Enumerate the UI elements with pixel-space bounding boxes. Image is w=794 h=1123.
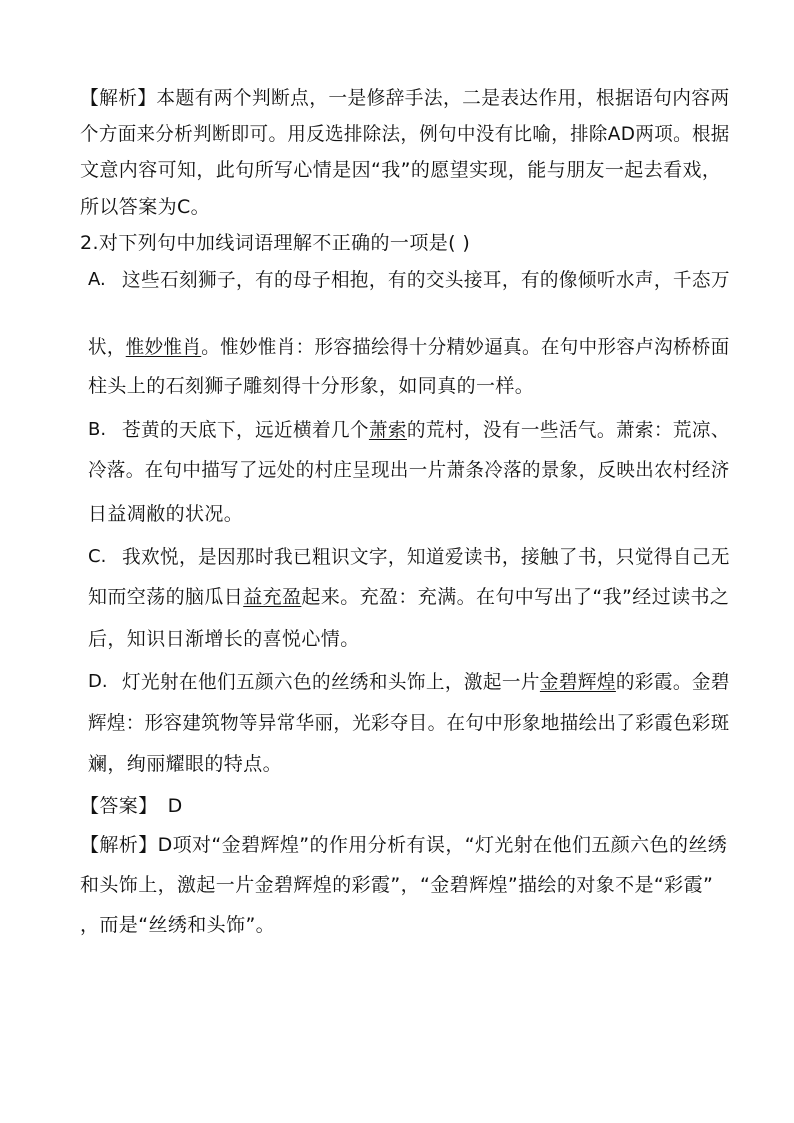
option-c-line-3: 后，知识日渐增长的喜悦心情。 — [88, 628, 360, 650]
option-b-line-1: 苍黄的天底下，远近横着几个萧索的荒村，没有一些活气。萧索：荒凉、 — [122, 419, 730, 441]
analysis-1-line-1: 【解析】本题有两个判断点，一是修辞手法，二是表达作用，根据语句内容两 — [80, 87, 730, 109]
analysis-2-line-1: 【解析】D项对“金碧辉煌”的作用分析有误，“灯光射在他们五颜六色的丝绣 — [80, 834, 728, 856]
option-d-letter: D. — [88, 671, 108, 692]
option-a-letter: A. — [88, 269, 106, 290]
answer-line — [80, 794, 183, 818]
option-c-letter: C. — [88, 546, 107, 567]
option-d-line-2: 辉煌：形容建筑物等异常华丽，光彩夺目。在句中形象地描绘出了彩霞色彩斑 — [88, 712, 730, 734]
underlined-term: 萧索 — [368, 419, 407, 441]
analysis-2-line-2: 和头饰上，激起一片金碧辉煌的彩霞”，“金碧辉煌”描绘的对象不是“彩霞” — [80, 874, 714, 896]
underlined-term: 金碧辉煌 — [539, 671, 616, 693]
analysis-1-line-4: 所以答案为C。 — [80, 196, 211, 218]
answer-label: 【答案】 — [80, 795, 158, 817]
option-b-line-3: 日益凋敝的状况。 — [88, 503, 244, 525]
option-a-line-2: 状，惟妙惟肖。惟妙惟肖：形容描绘得十分精妙逼真。在句中形容卢沟桥桥面 — [88, 336, 730, 358]
question-2-stem: 2.对下列句中加线词语理解不正确的一项是( ) — [80, 232, 471, 254]
analysis-2-line-3: ，而是“丝绣和头饰”。 — [80, 914, 276, 936]
option-a-line-3: 柱头上的石刻狮子雕刻得十分形象，如同真的一样。 — [88, 375, 535, 397]
option-a-line-1: 这些石刻狮子，有的母子相抱，有的交头接耳，有的像倾听水声，千态万 — [122, 269, 730, 291]
option-b-line-2: 冷落。在句中描写了远处的村庄呈现出一片萧条冷落的景象，反映出农村经济 — [88, 459, 730, 481]
option-d-line-1: 灯光射在他们五颜六色的丝绣和头饰上，激起一片金碧辉煌的彩霞。金碧 — [122, 671, 730, 693]
option-c-line-2: 知而空荡的脑瓜日益充盈起来。充盈：充满。在句中写出了“我”经过读书之 — [88, 586, 730, 608]
underlined-term: 益充盈 — [243, 586, 302, 608]
underlined-term: 惟妙惟肖 — [125, 336, 202, 358]
option-c-line-1: 我欢悦，是因那时我已粗识文字，知道爱读书，接触了书，只觉得自己无 — [122, 546, 730, 568]
analysis-1-line-3: 文意内容可知，此句所写心情是因“我”的愿望实现，能与朋友一起去看戏， — [80, 159, 722, 181]
analysis-1-line-2: 个方面来分析判断即可。用反选排除法，例句中没有比喻，排除AD两项。根据 — [80, 123, 730, 145]
option-d-line-3: 斓，绚丽耀眼的特点。 — [88, 753, 283, 775]
answer-value: D — [167, 795, 183, 817]
option-b-letter: B. — [88, 419, 107, 440]
